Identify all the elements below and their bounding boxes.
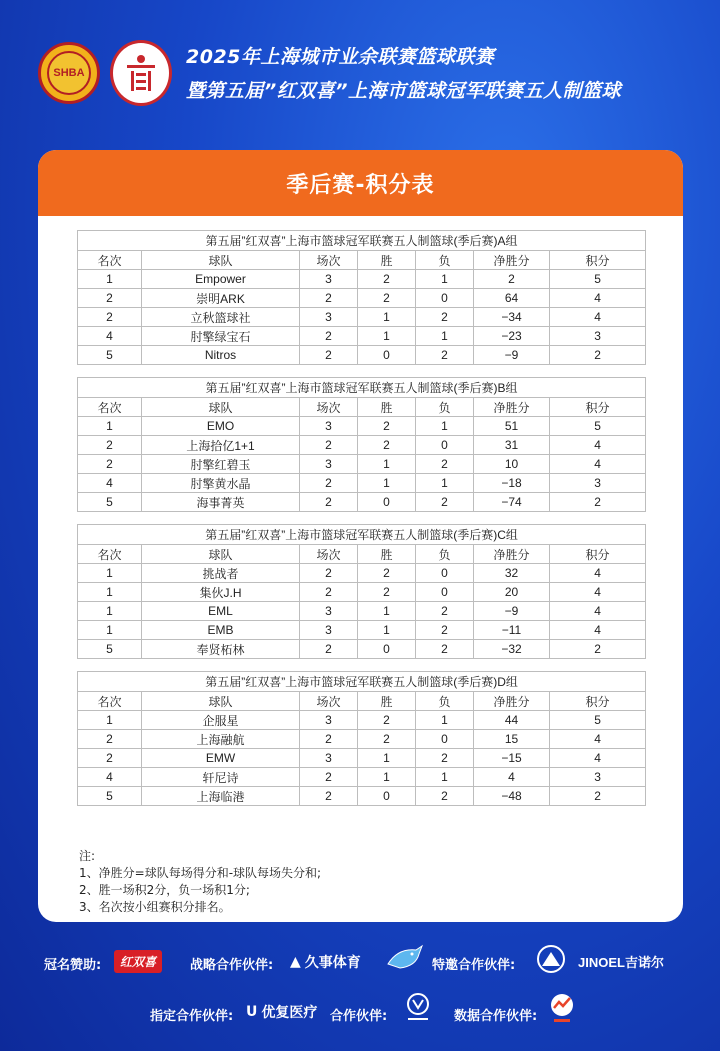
table-row <box>78 621 646 640</box>
column-header: 球队 <box>142 398 300 417</box>
table-cell: 2 <box>416 308 474 327</box>
column-header: 球队 <box>142 251 300 270</box>
table-cell: −9 <box>474 602 550 621</box>
table-cell: 1 <box>416 711 474 730</box>
table-cell: 上海融航 <box>142 730 300 749</box>
table-cell: 5 <box>550 270 646 289</box>
column-header: 积分 <box>550 692 646 711</box>
table-cell: 0 <box>416 583 474 602</box>
table-cell: 0 <box>416 564 474 583</box>
table-cell: 集伙J.H <box>142 583 300 602</box>
table-cell: 0 <box>416 289 474 308</box>
data-partner-label: 数据合作伙伴: <box>454 1009 538 1024</box>
table-row <box>78 749 646 768</box>
column-header: 胜 <box>358 251 416 270</box>
table-cell: 企服星 <box>142 711 300 730</box>
note-line: 3、名次按小组赛积分排名。 <box>79 900 231 914</box>
table-cell: 挑战者 <box>142 564 300 583</box>
table-cell: 2 <box>358 417 416 436</box>
table-cell: 海事菁英 <box>142 493 300 512</box>
table-cell: 1 <box>78 270 142 289</box>
table-cell: 2 <box>358 583 416 602</box>
group-title: 第五届”红双喜”上海市篮球冠军联赛五人制篮球(季后赛)C组 <box>78 525 646 545</box>
table-cell: 44 <box>474 711 550 730</box>
table-row <box>78 436 646 455</box>
card-heading: 季后赛-积分表 <box>38 150 683 216</box>
table-cell: 3 <box>300 308 358 327</box>
column-header: 积分 <box>550 251 646 270</box>
double-happiness-logo <box>110 40 172 106</box>
table-cell: 1 <box>78 602 142 621</box>
special-partner-label: 特邀合作伙伴: <box>432 958 516 973</box>
column-header: 积分 <box>550 398 646 417</box>
table-cell: 肘擎绿宝石 <box>142 327 300 346</box>
table-cell: 0 <box>358 493 416 512</box>
table-cell: 1 <box>358 308 416 327</box>
table-cell: 1 <box>78 564 142 583</box>
column-header: 名次 <box>78 545 142 564</box>
table-row <box>78 289 646 308</box>
table-cell: 4 <box>550 564 646 583</box>
table-cell: 51 <box>474 417 550 436</box>
column-header: 负 <box>416 692 474 711</box>
column-header: 胜 <box>358 398 416 417</box>
table-cell: 4 <box>550 289 646 308</box>
group-title: 第五届”红双喜”上海市篮球冠军联赛五人制篮球(季后赛)A组 <box>78 231 646 251</box>
table-cell: 1 <box>78 417 142 436</box>
table-cell: 2 <box>300 564 358 583</box>
designated-partner-name: 优复医疗 <box>261 1005 318 1021</box>
table-cell: 1 <box>416 417 474 436</box>
table-row <box>78 711 646 730</box>
table-row <box>78 346 646 365</box>
title-sponsor-label: 冠名赞助: <box>44 958 102 973</box>
table-row <box>78 787 646 806</box>
table-cell: 1 <box>358 749 416 768</box>
table-cell: 1 <box>358 621 416 640</box>
double-happiness-emblem-icon <box>121 51 161 95</box>
column-header: 净胜分 <box>474 398 550 417</box>
table-cell: EML <box>142 602 300 621</box>
table-cell: 2 <box>300 583 358 602</box>
table-cell: 2 <box>300 474 358 493</box>
table-cell: 3 <box>300 270 358 289</box>
standings-card <box>38 150 683 922</box>
table-cell: Empower <box>142 270 300 289</box>
table-row <box>78 602 646 621</box>
designated-partner-logo <box>246 1002 317 1022</box>
table-cell: 2 <box>550 346 646 365</box>
column-header: 球队 <box>142 545 300 564</box>
table-row <box>78 308 646 327</box>
table-cell: 2 <box>300 493 358 512</box>
table-cell: 2 <box>300 346 358 365</box>
table-cell: Nitros <box>142 346 300 365</box>
table-cell: −48 <box>474 787 550 806</box>
strategic-partner-logo <box>290 952 361 972</box>
strategic-partner-label: 战略合作伙伴: <box>190 958 274 973</box>
table-cell: 1 <box>416 270 474 289</box>
table-cell: 1 <box>358 602 416 621</box>
column-header: 胜 <box>358 545 416 564</box>
column-header: 净胜分 <box>474 545 550 564</box>
table-cell: EMB <box>142 621 300 640</box>
table-cell: 4 <box>550 602 646 621</box>
notes <box>79 848 321 916</box>
group-table <box>77 377 646 512</box>
table-cell: 0 <box>416 436 474 455</box>
column-header: 场次 <box>300 398 358 417</box>
table-cell: 4 <box>550 749 646 768</box>
table-cell: 3 <box>300 711 358 730</box>
table-cell: 1 <box>416 474 474 493</box>
table-cell: 2 <box>358 711 416 730</box>
table-cell: 2 <box>300 289 358 308</box>
table-cell: 4 <box>78 327 142 346</box>
table-cell: 2 <box>300 787 358 806</box>
table-row <box>78 730 646 749</box>
table-cell: 4 <box>550 436 646 455</box>
table-row <box>78 474 646 493</box>
column-header: 负 <box>416 398 474 417</box>
header-row <box>78 545 646 564</box>
table-cell: −15 <box>474 749 550 768</box>
table-row <box>78 640 646 659</box>
column-header: 名次 <box>78 251 142 270</box>
table-cell: 2 <box>416 602 474 621</box>
aip-icon <box>536 944 566 974</box>
table-cell: 2 <box>550 787 646 806</box>
header-row <box>78 251 646 270</box>
table-cell: 2 <box>78 749 142 768</box>
column-header: 负 <box>416 251 474 270</box>
table-cell: 2 <box>300 436 358 455</box>
table-cell: EMO <box>142 417 300 436</box>
table-cell: 2 <box>550 493 646 512</box>
shark-icon <box>386 944 424 974</box>
table-row <box>78 270 646 289</box>
table-cell: −74 <box>474 493 550 512</box>
table-cell: 1 <box>358 768 416 787</box>
partner-emblem-icon <box>404 992 432 1026</box>
table-cell: 4 <box>78 474 142 493</box>
column-header: 球队 <box>142 692 300 711</box>
table-cell: 3 <box>300 417 358 436</box>
table-cell: 3 <box>300 455 358 474</box>
table-cell: 64 <box>474 289 550 308</box>
table-cell: 0 <box>358 640 416 659</box>
table-cell: −9 <box>474 346 550 365</box>
special-partner-name: JINOEL吉诺尔 <box>578 955 664 970</box>
partner-logo <box>404 992 432 1026</box>
table-cell: 2 <box>78 730 142 749</box>
table-cell: 2 <box>358 289 416 308</box>
title-sponsor-name: 红双喜 <box>114 950 162 973</box>
table-row <box>78 564 646 583</box>
table-cell: 立秋篮球社 <box>142 308 300 327</box>
title-sponsor-logo <box>114 950 162 973</box>
table-cell: 20 <box>474 583 550 602</box>
table-cell: 2 <box>78 455 142 474</box>
column-header: 场次 <box>300 251 358 270</box>
table-cell: 4 <box>550 583 646 602</box>
column-header: 场次 <box>300 692 358 711</box>
table-cell: 2 <box>416 749 474 768</box>
table-cell: 1 <box>358 474 416 493</box>
table-cell: 32 <box>474 564 550 583</box>
table-cell: 2 <box>416 455 474 474</box>
column-header: 场次 <box>300 545 358 564</box>
shba-logo-text: SHBA <box>47 51 91 95</box>
table-cell: 3 <box>300 602 358 621</box>
table-cell: 肘擎黄水晶 <box>142 474 300 493</box>
table-cell: 5 <box>78 640 142 659</box>
header-row <box>78 692 646 711</box>
table-cell: 3 <box>550 768 646 787</box>
table-cell: 2 <box>358 730 416 749</box>
table-cell: 4 <box>550 730 646 749</box>
group-table <box>77 230 646 365</box>
table-cell: 5 <box>550 417 646 436</box>
aip-logo <box>536 944 566 974</box>
table-cell: 2 <box>358 270 416 289</box>
table-row <box>78 327 646 346</box>
table-cell: 2 <box>416 346 474 365</box>
table-cell: 5 <box>78 787 142 806</box>
table-row <box>78 417 646 436</box>
table-row <box>78 768 646 787</box>
table-cell: 3 <box>300 749 358 768</box>
column-header: 名次 <box>78 398 142 417</box>
table-cell: 2 <box>416 640 474 659</box>
sponsors-bar <box>0 930 720 1051</box>
table-cell: 5 <box>78 493 142 512</box>
table-cell: 2 <box>78 436 142 455</box>
strategic-partner-name: 久事体育 <box>304 955 361 971</box>
table-cell: 31 <box>474 436 550 455</box>
table-cell: 0 <box>358 787 416 806</box>
table-cell: 2 <box>550 640 646 659</box>
table-cell: 2 <box>416 493 474 512</box>
u-icon: U <box>246 1004 258 1020</box>
note-line: 1、净胜分=球队每场得分和-球队每场失分和; <box>79 866 322 880</box>
table-cell: 1 <box>416 327 474 346</box>
table-cell: 2 <box>474 270 550 289</box>
group-table <box>77 524 646 659</box>
table-cell: 3 <box>550 327 646 346</box>
table-cell: 5 <box>78 346 142 365</box>
table-cell: 2 <box>358 436 416 455</box>
group-title: 第五届”红双喜”上海市篮球冠军联赛五人制篮球(季后赛)B组 <box>78 378 646 398</box>
group-table <box>77 671 646 806</box>
column-header: 积分 <box>550 545 646 564</box>
groups-container <box>77 230 645 818</box>
table-row <box>78 583 646 602</box>
table-cell: 2 <box>300 730 358 749</box>
table-cell: 4 <box>550 308 646 327</box>
table-cell: 肘擎红碧玉 <box>142 455 300 474</box>
table-cell: 3 <box>550 474 646 493</box>
note-line: 2、胜一场积2分，负一场积1分; <box>79 883 250 897</box>
table-cell: 1 <box>358 455 416 474</box>
table-cell: 1 <box>78 583 142 602</box>
data-partner-logo <box>548 992 576 1026</box>
table-cell: 上海临港 <box>142 787 300 806</box>
table-row <box>78 493 646 512</box>
table-cell: 3 <box>300 621 358 640</box>
table-cell: 2 <box>416 787 474 806</box>
partner-label: 合作伙伴: <box>330 1009 388 1024</box>
designated-partner-label: 指定合作伙伴: <box>150 1009 234 1024</box>
table-cell: 1 <box>78 621 142 640</box>
table-cell: 2 <box>358 564 416 583</box>
table-cell: 4 <box>474 768 550 787</box>
table-cell: EMW <box>142 749 300 768</box>
table-cell: 2 <box>78 308 142 327</box>
table-cell: −23 <box>474 327 550 346</box>
group-title: 第五届”红双喜”上海市篮球冠军联赛五人制篮球(季后赛)D组 <box>78 672 646 692</box>
table-cell: 2 <box>300 327 358 346</box>
table-cell: 4 <box>78 768 142 787</box>
column-header: 胜 <box>358 692 416 711</box>
column-header: 净胜分 <box>474 692 550 711</box>
table-cell: 4 <box>550 621 646 640</box>
table-cell: 4 <box>550 455 646 474</box>
table-cell: −18 <box>474 474 550 493</box>
table-cell: 0 <box>416 730 474 749</box>
table-cell: −34 <box>474 308 550 327</box>
column-header: 名次 <box>78 692 142 711</box>
table-cell: 崇明ARK <box>142 289 300 308</box>
table-cell: 15 <box>474 730 550 749</box>
shba-logo <box>38 42 100 104</box>
table-cell: −32 <box>474 640 550 659</box>
header-row <box>78 398 646 417</box>
table-cell: 1 <box>358 327 416 346</box>
table-cell: 2 <box>416 621 474 640</box>
event-title-line2: 暨第五届”红双喜”上海市篮球冠军联赛五人制篮球 <box>186 80 621 102</box>
table-row <box>78 455 646 474</box>
column-header: 净胜分 <box>474 251 550 270</box>
data-partner-icon <box>548 992 576 1026</box>
table-cell: −11 <box>474 621 550 640</box>
table-cell: 1 <box>78 711 142 730</box>
column-header: 负 <box>416 545 474 564</box>
table-cell: 1 <box>416 768 474 787</box>
table-cell: 0 <box>358 346 416 365</box>
table-cell: 2 <box>78 289 142 308</box>
table-cell: 轩尼诗 <box>142 768 300 787</box>
triangle-icon: ▲ <box>290 954 301 970</box>
table-cell: 10 <box>474 455 550 474</box>
table-cell: 奉贤柘林 <box>142 640 300 659</box>
shark-team-logo <box>386 944 424 974</box>
table-cell: 5 <box>550 711 646 730</box>
event-title-line1: 2025年上海城市业余联赛篮球联赛 <box>186 46 495 68</box>
table-cell: 上海拾亿1+1 <box>142 436 300 455</box>
header <box>0 0 720 140</box>
table-cell: 2 <box>300 640 358 659</box>
note-line: 注: <box>79 849 96 863</box>
table-cell: 2 <box>300 768 358 787</box>
